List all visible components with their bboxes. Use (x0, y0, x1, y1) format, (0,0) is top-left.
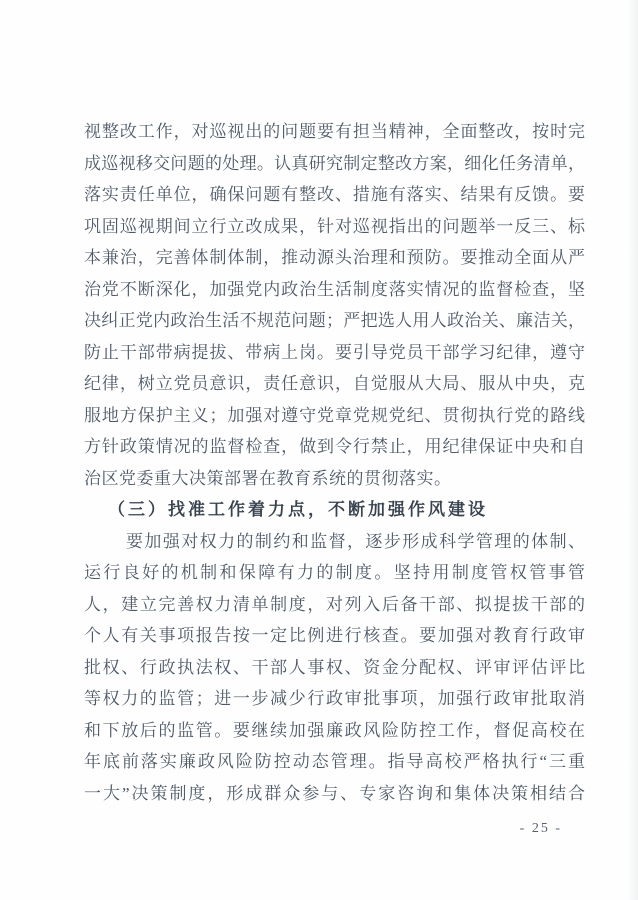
text-line: 个人有关事项报告按一定比例进行核查。要加强对教育行政审 (84, 626, 585, 645)
text-line: 方针政策情况的监督检查，做到令行禁止，用纪律保证中央和自 (84, 437, 585, 456)
text-line: 防止干部带病提拔、带病上岗。要引导党员干部学习纪律，遵守 (84, 342, 585, 362)
page-number: - 25 - (519, 821, 562, 836)
text-line: 运行良好的机制和保障有力的制度。坚持用制度管权管事管 (84, 563, 585, 582)
text-line: 治党不断深化，加强党内政治生活制度落实情况的监督检查，坚 (84, 279, 585, 299)
text-line: 批权、行政执法权、干部人事权、资金分配权、评审评估评比 (84, 657, 585, 677)
section-heading: （三）找准工作着力点，不断加强作风建设 (108, 500, 488, 519)
text-line: 年底前落实廉政风险防控动态管理。指导高校严格执行“三重 (84, 752, 585, 771)
text-line: 人，建立完善权力清单制度，对列入后备干部、拟提拔干部的 (84, 594, 585, 614)
text-line: 视整改工作，对巡视出的问题要有担当精神，全面整改，按时完 (84, 122, 585, 141)
text-line: 要加强对权力的制约和监督，逐步形成科学管理的体制、 (126, 531, 585, 551)
scan-edge-shadow (628, 0, 638, 900)
text-line: 成巡视移交问题的处理。认真研究制定整改方案，细化任务清单， (84, 153, 585, 173)
text-line: 服地方保护主义；加强对遵守党章党规党纪、贯彻执行党的路线 (84, 405, 585, 425)
text-line: 等权力的监管；进一步减少行政审批事项，加强行政审批取消 (84, 689, 585, 708)
text-line: 落实责任单位，确保问题有整改、措施有落实、结果有反馈。要 (84, 185, 585, 204)
text-line: 本兼治，完善体制体制，推动源头治理和预防。要推动全面从严 (84, 248, 585, 267)
document-text-block (84, 116, 585, 809)
text-line: 决纠正党内政治生活不规范问题；严把选人用人政治关、廉洁关， (84, 311, 585, 330)
text-line: 治区党委重大决策部署在教育系统的贯彻落实。 (84, 468, 452, 488)
text-line: 纪律，树立党员意识，责任意识，自觉服从大局、服从中央，克 (84, 374, 585, 393)
text-line: 巩固巡视期间立行立改成果，针对巡视指出的问题举一反三、标 (84, 216, 585, 236)
text-line: 和下放后的监管。要继续加强廉政风险防控工作，督促高校在 (84, 720, 585, 740)
text-line: 一大”决策制度，形成群众参与、专家咨询和集体决策相结合 (84, 783, 585, 803)
